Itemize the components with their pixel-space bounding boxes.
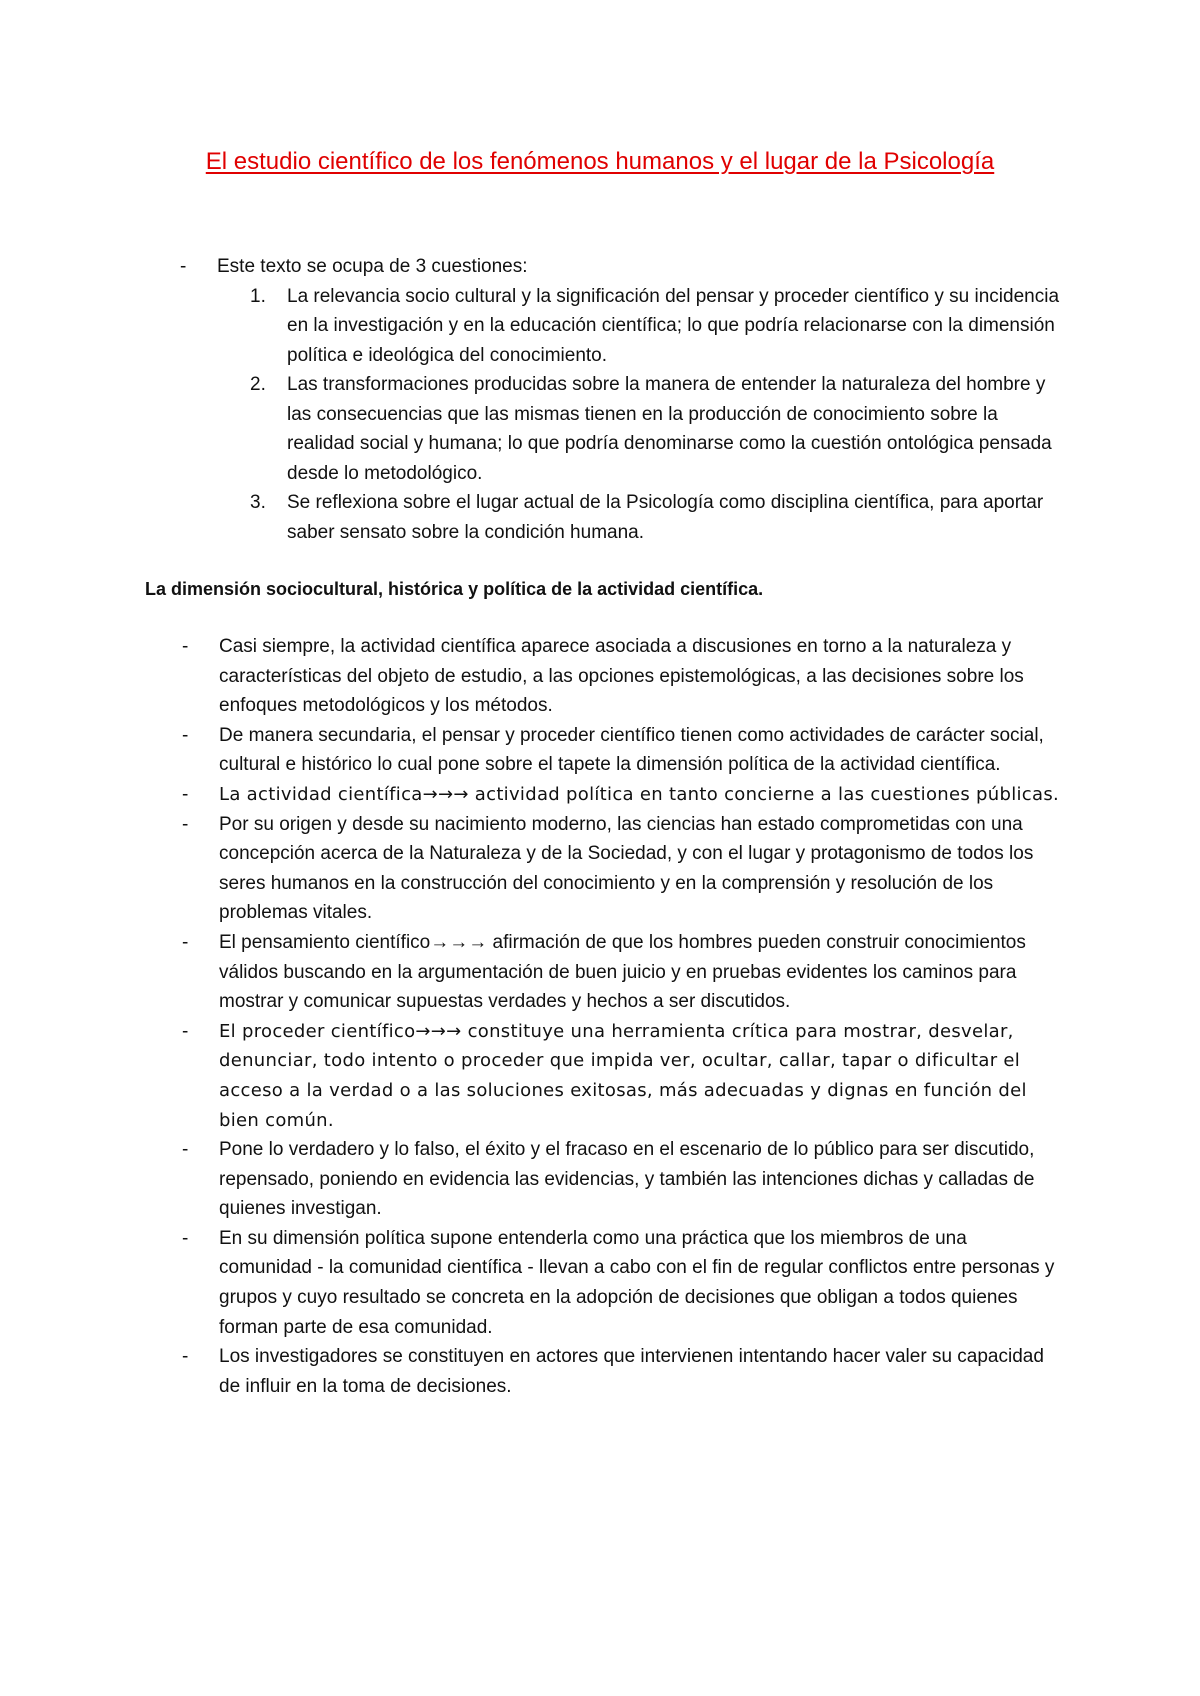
bullet-item bbox=[182, 1135, 1062, 1224]
bullet-text: De manera secundaria, el pensar y proceder científico tienen como actividades de carácter social, cultural e histórico lo cual pone sobre el tapete la dimensión política de la actividad científica. bbox=[219, 724, 1044, 776]
section-heading: La dimensión sociocultural, histórica y política de la actividad científica. bbox=[145, 579, 764, 599]
bullet-text: El pensamiento científico→→→ afirmación de que los hombres pueden construir conocimientos válidos buscando en la argumentación de buen juicio y en pruebas evidentes los caminos para mostrar y comunicar supuestas verdades y hechos a ser discutidos. bbox=[219, 931, 1026, 1013]
intro-block bbox=[180, 252, 1060, 547]
bullet-item bbox=[182, 928, 1062, 1017]
bullet-text: Pone lo verdadero y lo falso, el éxito y el fracaso en el escenario de lo público para ser discutido, repensado, poniendo en evidencia las evidencias, y también las intenciones dichas y calladas de quienes investigan. bbox=[219, 1139, 1035, 1220]
bullet-list bbox=[182, 632, 1062, 1401]
numbered-list bbox=[217, 282, 1060, 548]
dash-marker: - bbox=[182, 1020, 189, 1042]
bullet-text: Los investigadores se constituyen en actores que intervienen intentando hacer valer su capacidad de influir en la toma de decisiones. bbox=[219, 1346, 1044, 1397]
item-number: 3. bbox=[250, 492, 266, 513]
dash-marker: - bbox=[182, 724, 189, 746]
numbered-item bbox=[250, 488, 1060, 547]
intro-lead-item bbox=[180, 252, 1060, 547]
dash-marker: - bbox=[180, 256, 187, 277]
item-number: 1. bbox=[250, 285, 266, 307]
bullet-item bbox=[182, 721, 1062, 780]
bullet-item bbox=[182, 1224, 1062, 1342]
numbered-item bbox=[250, 282, 1060, 371]
item-text: Las transformaciones producidas sobre la manera de entender la naturaleza del hombre y las consecuencias que las mismas tienen en la producción de conocimiento sobre la realidad social y humana; lo que podría denominarse como la cuestión ontológica pensada desde lo metodológico. bbox=[287, 374, 1052, 484]
bullet-item bbox=[182, 810, 1062, 928]
dash-marker: - bbox=[182, 636, 189, 657]
dash-marker: - bbox=[182, 1139, 189, 1161]
bullet-item bbox=[182, 1017, 1062, 1135]
bullet-item bbox=[182, 632, 1062, 721]
numbered-item bbox=[250, 370, 1060, 488]
document-title: El estudio científico de los fenómenos humanos y el lugar de la Psicología bbox=[205, 148, 995, 175]
bullet-text: El proceder científico→→→ constituye una herramienta crítica para mostrar, desvelar, denunciar, todo intento o proceder que impida ver, ocultar, callar, tapar o dificultar el acceso a la verdad o a las soluciones exitosas, más adecuadas y dignas en función del bien común. bbox=[219, 1020, 1027, 1131]
bullet-item bbox=[182, 780, 1062, 810]
item-text: Se reflexiona sobre el lugar actual de la Psicología como disciplina científica, para aportar saber sensato sobre la condición humana. bbox=[287, 492, 1044, 543]
bullet-text: Por su origen y desde su nacimiento moderno, las ciencias han estado comprometidas con una concepción acerca de la Naturaleza y de la Sociedad, y con el lugar y protagonismo de todos los seres humanos en la construcción del conocimiento y en la comprensión y resolución de los problemas vitales. bbox=[219, 813, 1034, 924]
bullet-text: La actividad científica→→→ actividad política en tanto concierne a las cuestiones públicas. bbox=[219, 783, 1060, 805]
dash-marker: - bbox=[182, 1227, 189, 1249]
item-text: La relevancia socio cultural y la significación del pensar y proceder científico y su incidencia en la investigación y en la educación científica; lo que podría relacionarse con la dimensión política e ideológica del conocimiento. bbox=[287, 285, 1060, 366]
intro-lead-text: Este texto se ocupa de 3 cuestiones: bbox=[217, 256, 528, 277]
bullet-text: En su dimensión política supone entenderla como una práctica que los miembros de una comunidad - la comunidad científica - llevan a cabo con el fin de regular conflictos entre personas y grupos y cuyo resultado se concreta en la adopción de decisiones que obligan a todos quienes forman parte de esa comunidad. bbox=[219, 1227, 1055, 1338]
bullet-text: Casi siempre, la actividad científica aparece asociada a discusiones en torno a la naturaleza y características del objeto de estudio, a las opciones epistemológicas, a las decisiones sobre los enfoques metodológicos y los métodos. bbox=[219, 636, 1024, 717]
dash-marker: - bbox=[182, 931, 189, 953]
dash-marker: - bbox=[182, 1346, 189, 1368]
dash-marker: - bbox=[182, 783, 189, 805]
bullet-item bbox=[182, 1342, 1062, 1401]
item-number: 2. bbox=[250, 374, 266, 395]
dash-marker: - bbox=[182, 813, 189, 835]
